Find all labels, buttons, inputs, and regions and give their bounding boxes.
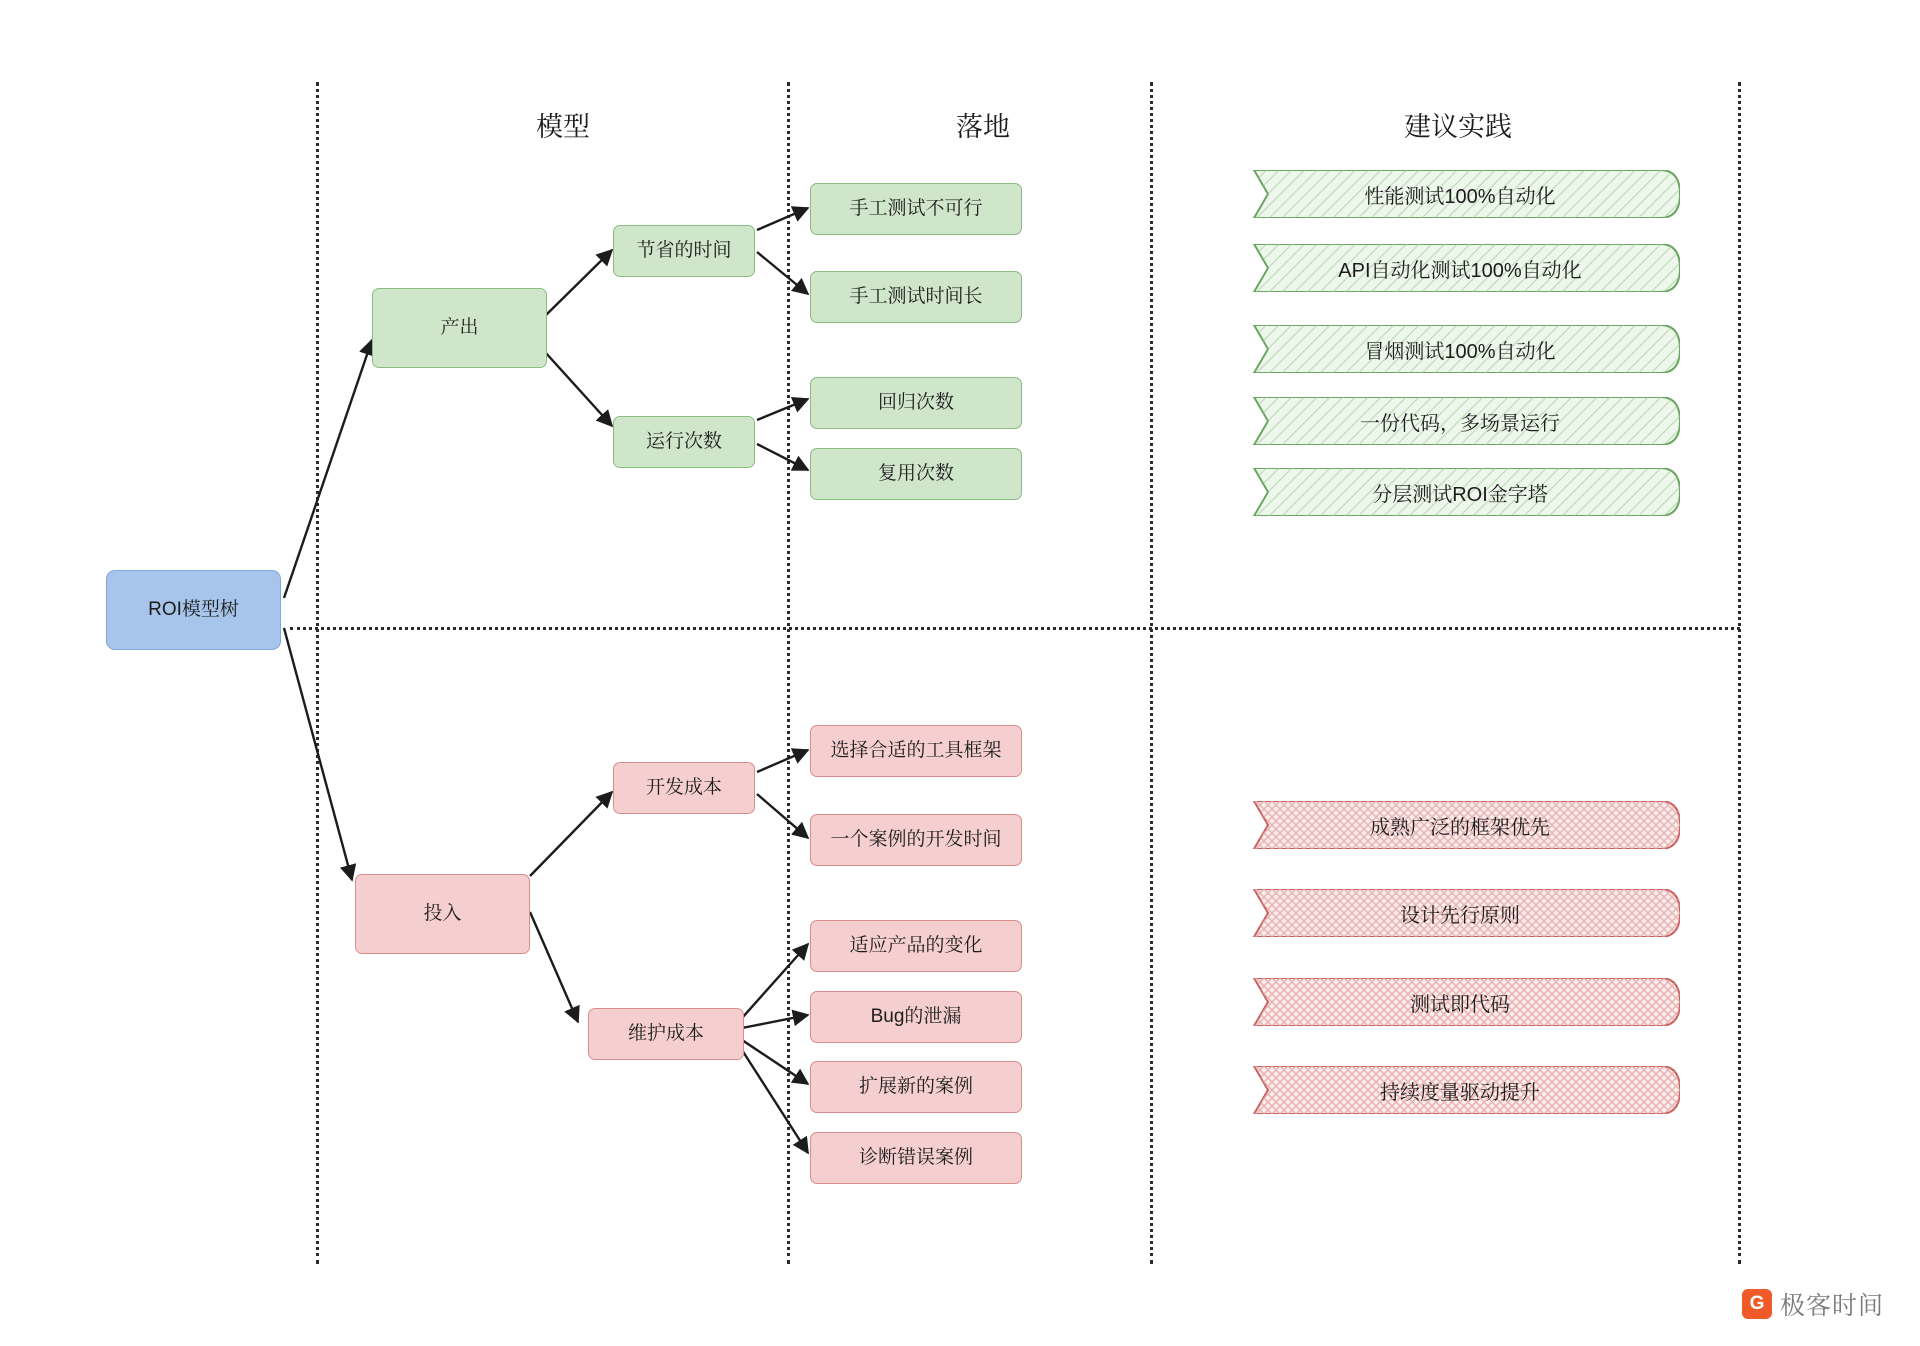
- leaf-manual-infeasible[interactable]: [810, 183, 1022, 235]
- node-run-count-label: 运行次数: [645, 431, 722, 453]
- row-divider: [290, 627, 1740, 630]
- practice-red-0[interactable]: [1240, 801, 1680, 849]
- practice-green-2[interactable]: [1240, 325, 1680, 373]
- column-divider-right: [1738, 82, 1741, 1264]
- leaf-bug-leak[interactable]: [810, 991, 1022, 1043]
- leaf-case-dev-time[interactable]: [810, 814, 1022, 866]
- practice-label: 测试即代码: [1410, 993, 1510, 1016]
- node-time-saved[interactable]: [613, 225, 755, 277]
- practice-label: 冒烟测试100%自动化: [1364, 340, 1556, 363]
- column-divider-model-landing: [787, 82, 790, 1264]
- column-divider-landing-practice: [1150, 82, 1153, 1264]
- practice-green-1[interactable]: [1240, 244, 1680, 292]
- leaf-label: 复用次数: [877, 463, 954, 485]
- leaf-extend-case[interactable]: [810, 1061, 1022, 1113]
- column-header-model: 模型: [536, 112, 590, 142]
- practice-label: 性能测试100%自动化: [1364, 185, 1556, 208]
- leaf-diagnose-failure[interactable]: [810, 1132, 1022, 1184]
- practice-label: 持续度量驱动提升: [1380, 1081, 1540, 1104]
- leaf-reuse-count[interactable]: [810, 448, 1022, 500]
- leaf-manual-slow[interactable]: [810, 271, 1022, 323]
- practice-label: 分层测试ROI金字塔: [1372, 483, 1548, 506]
- node-input-label: 投入: [423, 903, 462, 925]
- node-maintain-cost[interactable]: [588, 1008, 744, 1060]
- leaf-label: 适应产品的变化: [849, 935, 983, 957]
- leaf-label: 手工测试时间长: [849, 286, 983, 308]
- leaf-label: 一个案例的开发时间: [830, 829, 1002, 851]
- watermark: [1742, 1286, 1884, 1322]
- node-dev-cost-label: 开发成本: [645, 777, 722, 799]
- practice-red-1[interactable]: [1240, 889, 1680, 937]
- practice-green-3[interactable]: [1240, 397, 1680, 445]
- practice-label: 成熟广泛的框架优先: [1370, 816, 1550, 839]
- practice-red-2[interactable]: [1240, 978, 1680, 1026]
- node-dev-cost[interactable]: [613, 762, 755, 814]
- node-time-saved-label: 节省的时间: [636, 240, 732, 262]
- column-header-landing: 落地: [956, 112, 1010, 142]
- practice-label: 一份代码，多场景运行: [1360, 412, 1560, 435]
- leaf-adapt-product-change[interactable]: [810, 920, 1022, 972]
- brand-name: 极客时间: [1779, 1292, 1884, 1320]
- leaf-regression-count[interactable]: [810, 377, 1022, 429]
- node-input[interactable]: [355, 874, 530, 954]
- brand-logo-icon: G: [1742, 1289, 1772, 1319]
- node-root-label: ROI模型树: [148, 599, 239, 621]
- leaf-label: Bug的泄漏: [870, 1006, 962, 1028]
- leaf-choose-framework[interactable]: [810, 725, 1022, 777]
- node-root[interactable]: [106, 570, 281, 650]
- practice-green-0[interactable]: [1240, 170, 1680, 218]
- node-output[interactable]: [372, 288, 547, 368]
- practice-red-3[interactable]: [1240, 1066, 1680, 1114]
- practice-label: 设计先行原则: [1400, 904, 1520, 927]
- column-divider-left: [316, 82, 319, 1264]
- practice-green-4[interactable]: [1240, 468, 1680, 516]
- practice-label: API自动化测试100%自动化: [1338, 259, 1582, 282]
- leaf-label: 回归次数: [877, 392, 954, 414]
- node-output-label: 产出: [440, 317, 479, 339]
- node-maintain-cost-label: 维护成本: [627, 1023, 704, 1045]
- column-header-practice: 建议实践: [1404, 112, 1512, 142]
- leaf-label: 手工测试不可行: [849, 198, 983, 220]
- leaf-label: 诊断错误案例: [858, 1147, 973, 1169]
- leaf-label: 选择合适的工具框架: [830, 740, 1002, 762]
- leaf-label: 扩展新的案例: [858, 1076, 973, 1098]
- node-run-count[interactable]: [613, 416, 755, 468]
